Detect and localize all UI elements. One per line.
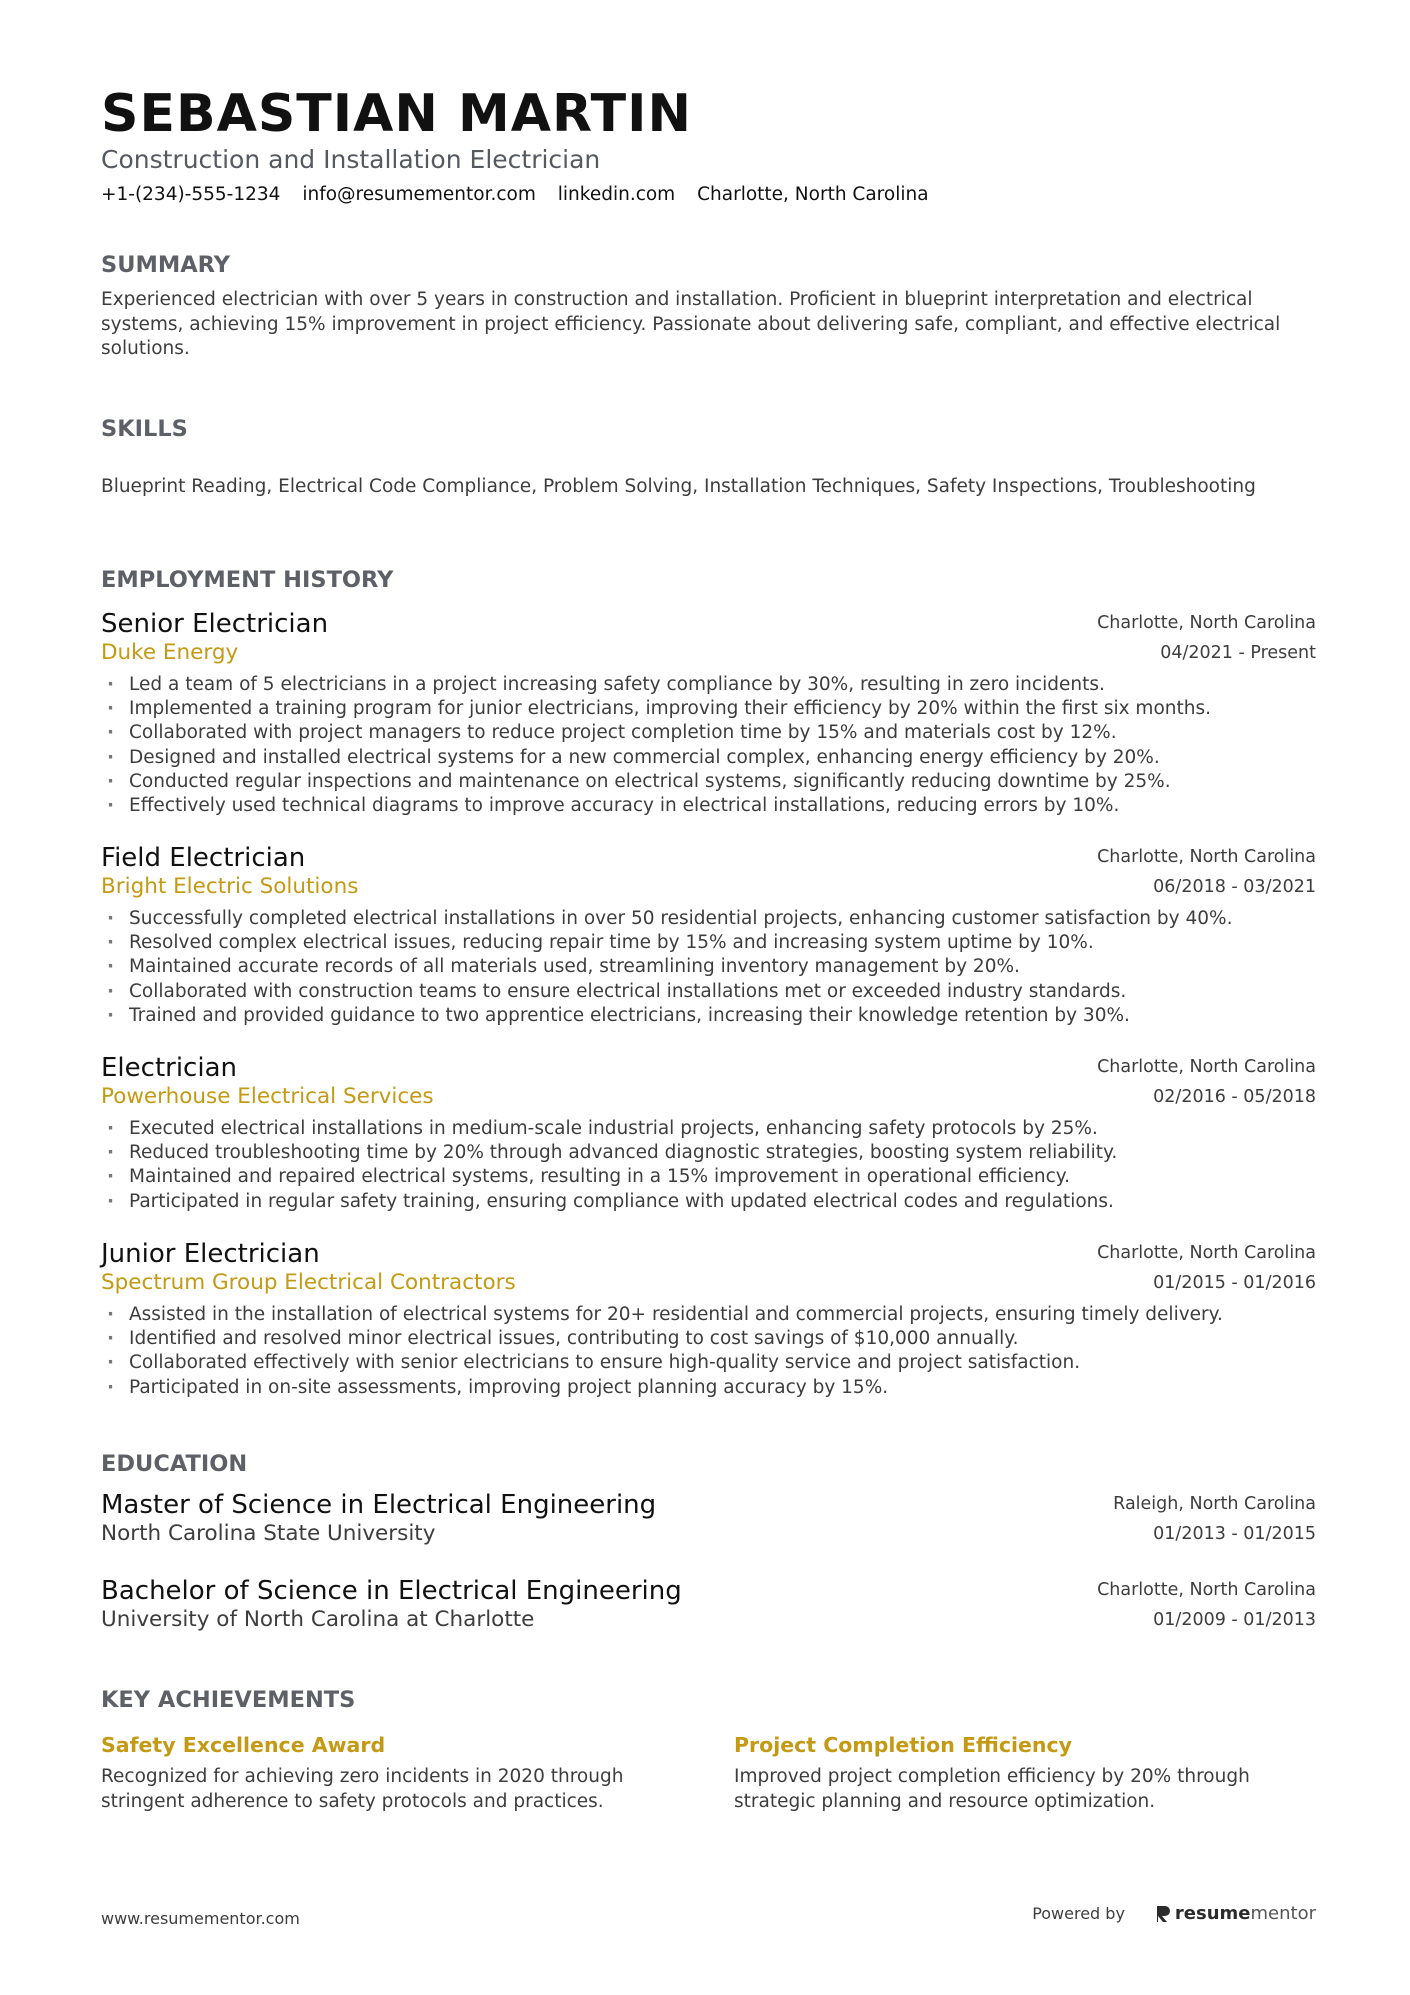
contact-line [101,184,945,205]
job-bullet: · Resolved complex electrical issues, reducing repair time by 15% and increasing system uptime by 10%. [101,931,1316,955]
job-location: Charlotte, North Carolina [1097,1057,1316,1077]
skills-heading: SKILLS [101,416,188,442]
education-location: Charlotte, North Carolina [1097,1580,1316,1600]
job-bullet: · Designed and installed electrical systems for a new commercial complex, enhancing energy efficiency by 20%. [101,746,1316,770]
education-degree: Bachelor of Science in Electrical Engineering [101,1576,682,1606]
job-bullet: · Effectively used technical diagrams to improve accuracy in electrical installations, reducing errors by 10%. [101,794,1316,818]
job-location: Charlotte, North Carolina [1097,1243,1316,1263]
footer-branding [1032,1903,1316,1924]
summary-heading: SUMMARY [101,252,231,278]
job-dates: 02/2016 - 05/2018 [1153,1087,1316,1107]
job-bullet: · Successfully completed electrical installations in over 50 residential projects, enhancing customer satisfaction by 40%. [101,907,1316,931]
job-bullet: · Reduced troubleshooting time by 20% through advanced diagnostic strategies, boosting system reliability. [101,1141,1316,1165]
job-bullet: · Led a team of 5 electricians in a project increasing safety compliance by 30%, resulting in zero incidents. [101,673,1316,697]
job-bullet: · Identified and resolved minor electrical issues, contributing to cost savings of $10,000 annually. [101,1327,1316,1351]
job-bullet: · Participated in on-site assessments, improving project planning accuracy by 15%. [101,1376,1316,1400]
education-degree: Master of Science in Electrical Engineering [101,1490,657,1520]
contact-linkedin[interactable]: linkedin.com [557,184,676,205]
job-title: Electrician [101,1053,237,1083]
job-bullets [101,907,1316,1028]
job-company: Powerhouse Electrical Services [101,1084,434,1109]
job-bullet: · Participated in regular safety training, ensuring compliance with updated electrical codes and regulations. [101,1190,1316,1214]
achievement-item [101,1733,661,1814]
contact-phone[interactable]: +1-(234)-555-1234 [101,184,281,205]
job-bullet: · Implemented a training program for junior electricians, improving their efficiency by 20% within the first six months. [101,697,1316,721]
footer-website[interactable]: www.resumementor.com [101,1909,300,1928]
job-title: Junior Electrician [101,1239,320,1269]
candidate-role: Construction and Installation Electrician [101,145,601,174]
achievement-title: Project Completion Efficiency [734,1733,1073,1757]
education-location: Raleigh, North Carolina [1113,1494,1316,1514]
job-company: Duke Energy [101,640,239,665]
skills-text: Blueprint Reading, Electrical Code Compliance, Problem Solving, Installation Techniques, Safety Inspections, Troubleshooting [101,476,1256,497]
job-bullets [101,673,1316,818]
achievement-title: Safety Excellence Award [101,1733,386,1757]
achievement-item [734,1733,1294,1814]
job-company: Spectrum Group Electrical Contractors [101,1270,516,1295]
job-bullets [101,1117,1316,1214]
job-bullet: · Maintained accurate records of all materials used, streamlining inventory management by 20%. [101,955,1316,979]
job-location: Charlotte, North Carolina [1097,613,1316,633]
job-bullet: · Executed electrical installations in medium-scale industrial projects, enhancing safety protocols by 25%. [101,1117,1316,1141]
job-bullet: · Conducted regular inspections and maintenance on electrical systems, significantly reducing downtime by 25%. [101,770,1316,794]
job-dates: 04/2021 - Present [1160,643,1316,663]
powered-by-label: Powered by [1032,1904,1125,1923]
resumementor-logo-icon [1155,1904,1170,1924]
job-bullet: · Collaborated effectively with senior electricians to ensure high-quality service and project satisfaction. [101,1351,1316,1375]
job-dates: 06/2018 - 03/2021 [1153,877,1316,897]
logo-text-resume: resume [1174,1903,1251,1924]
resumementor-logo[interactable] [1155,1903,1316,1924]
job-location: Charlotte, North Carolina [1097,847,1316,867]
achievement-text: Improved project completion efficiency by 20% through strategic planning and resource optimization. [734,1766,1250,1812]
job-title: Senior Electrician [101,609,329,639]
job-dates: 01/2015 - 01/2016 [1153,1273,1316,1293]
education-heading: EDUCATION [101,1451,248,1477]
job-bullet: · Maintained and repaired electrical systems, resulting in a 15% improvement in operational efficiency. [101,1165,1316,1189]
employment-heading: EMPLOYMENT HISTORY [101,567,394,593]
candidate-name: SEBASTIAN MARTIN [101,84,693,144]
education-school: University of North Carolina at Charlotte [101,1607,535,1632]
job-bullet: · Trained and provided guidance to two apprentice electricians, increasing their knowledge retention by 30%. [101,1004,1316,1028]
job-bullet: · Collaborated with project managers to reduce project completion time by 15% and materials cost by 12%. [101,721,1316,745]
education-school: North Carolina State University [101,1521,436,1546]
education-dates: 01/2013 - 01/2015 [1153,1524,1316,1544]
job-company: Bright Electric Solutions [101,874,359,899]
achievements-heading: KEY ACHIEVEMENTS [101,1687,356,1713]
summary-text: Experienced electrician with over 5 years in construction and installation. Proficient in blueprint interpretation and electrical systems, achieving 15% improvement in project efficiency. Passionate about delivering safe, compliant, and effective electrical solutions. [101,289,1281,359]
logo-text-mentor: mentor [1250,1903,1316,1924]
job-bullets [101,1303,1316,1400]
job-bullet: · Collaborated with construction teams to ensure electrical installations met or exceeded industry standards. [101,980,1316,1004]
job-bullet: · Assisted in the installation of electrical systems for 20+ residential and commercial projects, ensuring timely delivery. [101,1303,1316,1327]
contact-email[interactable]: info@resumementor.com [302,184,536,205]
job-title: Field Electrician [101,843,306,873]
achievement-text: Recognized for achieving zero incidents in 2020 through stringent adherence to safety protocols and practices. [101,1766,624,1812]
education-dates: 01/2009 - 01/2013 [1153,1610,1316,1630]
contact-location: Charlotte, North Carolina [697,184,929,205]
